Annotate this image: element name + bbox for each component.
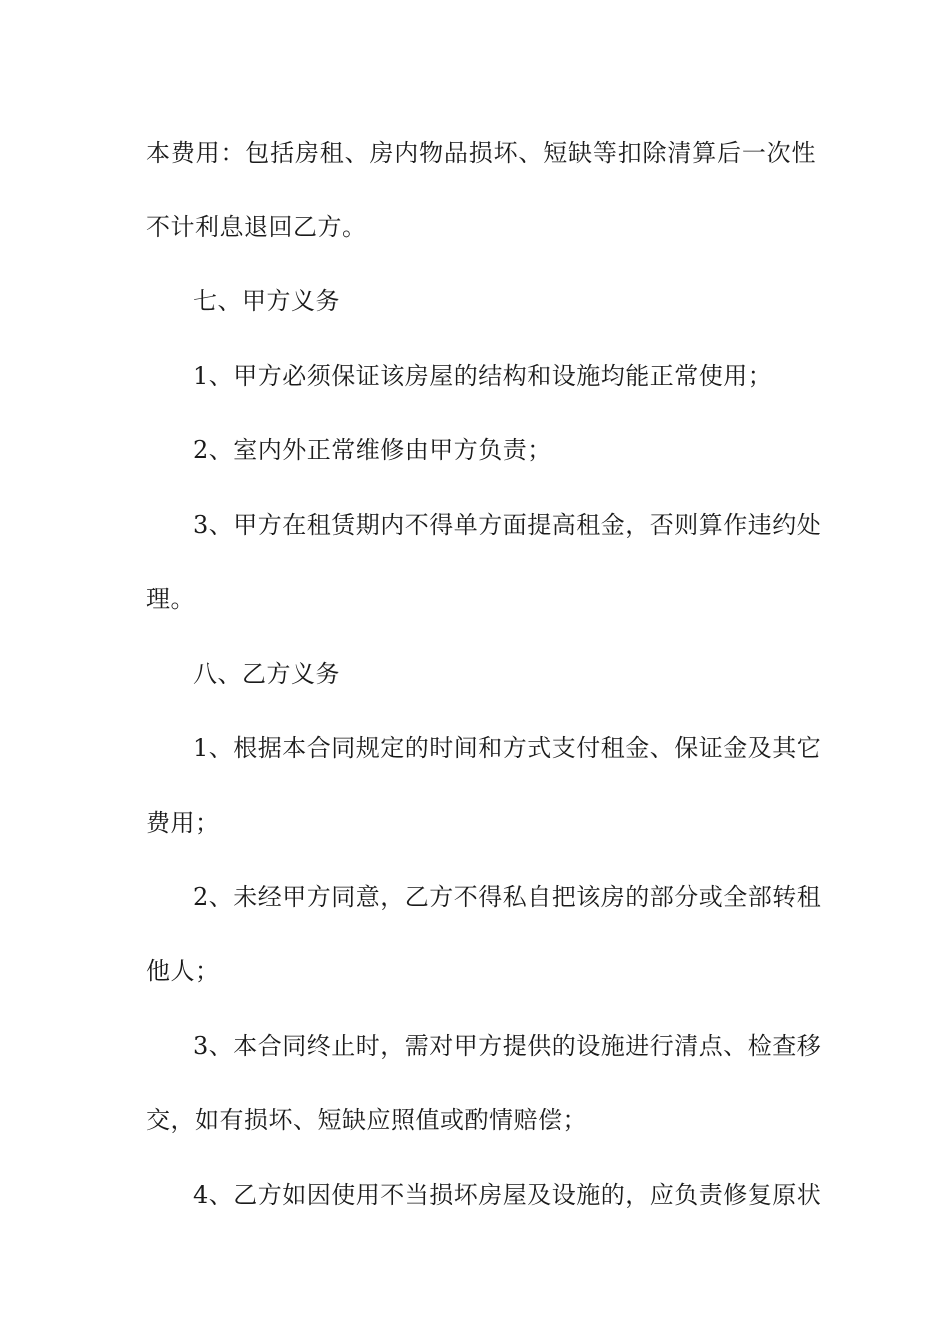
text-line: 3、甲方在租赁期内不得单方面提高租金，否则算作违约处 — [193, 511, 822, 539]
text-line: 他人； — [146, 957, 220, 985]
text-line: 3、本合同终止时，需对甲方提供的设施进行清点、检查移 — [193, 1032, 822, 1060]
text-line: 1、根据本合同规定的时间和方式支付租金、保证金及其它 — [193, 734, 822, 762]
section-heading: 八、乙方义务 — [193, 660, 340, 688]
text-line: 1、甲方必须保证该房屋的结构和设施均能正常使用； — [193, 362, 773, 390]
text-line: 不计利息退回乙方。 — [146, 213, 367, 241]
text-line: 2、未经甲方同意，乙方不得私自把该房的部分或全部转租 — [193, 883, 822, 911]
text-line: 费用； — [146, 809, 220, 837]
section-heading: 七、甲方义务 — [193, 287, 340, 315]
text-line: 交，如有损坏、短缺应照值或酌情赔偿； — [146, 1106, 587, 1134]
text-line: 本费用：包括房租、房内物品损坏、短缺等扣除清算后一次性 — [146, 139, 816, 167]
text-line: 2、室内外正常维修由甲方负责； — [193, 436, 552, 464]
text-line: 理。 — [146, 585, 195, 613]
text-line: 4、乙方如因使用不当损坏房屋及设施的，应负责修复原状 — [193, 1181, 822, 1209]
